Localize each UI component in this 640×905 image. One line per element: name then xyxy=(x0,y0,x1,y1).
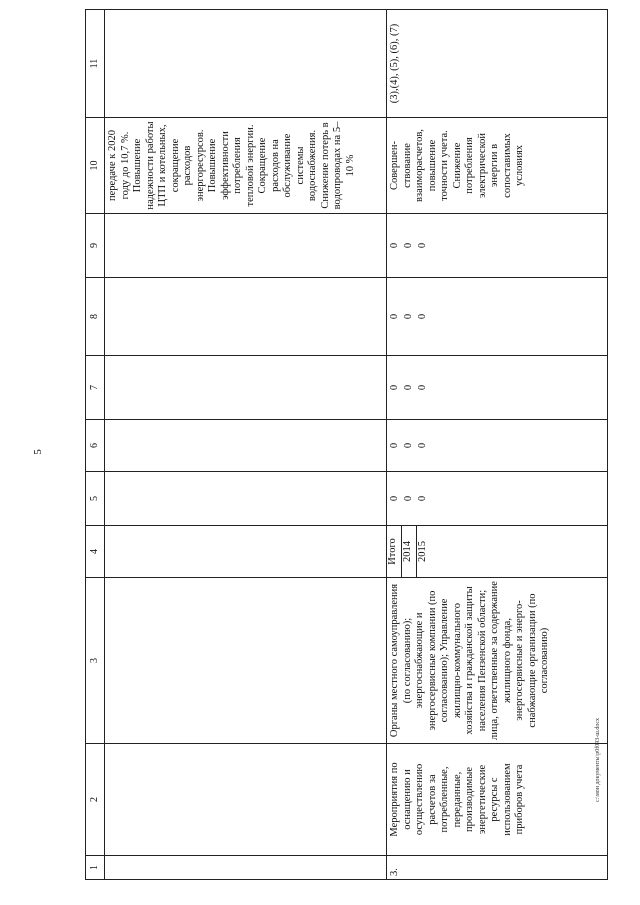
rotated-table-frame xyxy=(85,10,608,880)
col7-values: 0 0 0 xyxy=(387,356,608,420)
table-row xyxy=(387,10,608,880)
col9-values: 0 0 0 xyxy=(387,214,608,278)
year-total: Итого xyxy=(387,526,402,577)
year-2014: 2014 xyxy=(402,526,417,577)
page-number: 5 xyxy=(32,449,44,455)
header-cell: 7 xyxy=(86,356,105,420)
continuation-row xyxy=(105,10,387,880)
header-cell: 9 xyxy=(86,214,105,278)
col5-values: 0 0 0 xyxy=(387,472,608,526)
header-cell: 11 xyxy=(86,10,105,118)
col6-values: 0 0 0 xyxy=(387,420,608,472)
header-cell: 6 xyxy=(86,420,105,472)
years-cell xyxy=(387,526,608,578)
executors-text: Органы местного самоуправления (по согласованию); энергоснабжающие и энергосервисные компании (по согласованию); Управление жилищно-коммунального хозяйства и гражданской защиты населения Пензенской области; лица, ответственные за содержание жилищного фонда, энергосервисные и энерго-снабжающие организации (по согласованию) xyxy=(387,578,608,744)
footer-file-path: c:\мои документы\p0f093-ш.docx xyxy=(595,717,601,803)
row-number: 3. xyxy=(387,856,608,880)
header-cell: 10 xyxy=(86,118,105,214)
event-name: Мероприятия по оснащению и осуществлению расчетов за потребленные, переданные, производимые энергетические ресурсы с использованием приборов учета xyxy=(387,744,608,856)
header-cell: 1 xyxy=(86,856,105,880)
continuation-result-text: передаче к 2020 году до 10,7 %. Повышение надежности работы ЦТП и котельных, сокращение расходов энергоресурсов. Повышение эффективности потребления тепловой энергии. Сокращение расходов на обслуживание системы водоснабжения. Снижение потерь в водопроводах на 5–10 % xyxy=(105,118,387,214)
header-cell: 3 xyxy=(86,578,105,744)
header-cell: 5 xyxy=(86,472,105,526)
header-cell: 8 xyxy=(86,278,105,356)
result-text: Совершен-ствование взаиморасчетов, повышение точности учета. Снижение потребления электрической энергии в сопоставимых условиях xyxy=(387,118,608,214)
col8-values: 0 0 0 xyxy=(387,278,608,356)
header-cell: 4 xyxy=(86,526,105,578)
indicators-text: (3),(4), (5), (6), (7) xyxy=(387,10,608,118)
program-table xyxy=(85,9,608,880)
header-cell: 2 xyxy=(86,744,105,856)
year-2015: 2015 xyxy=(417,541,428,562)
header-row xyxy=(86,10,105,880)
